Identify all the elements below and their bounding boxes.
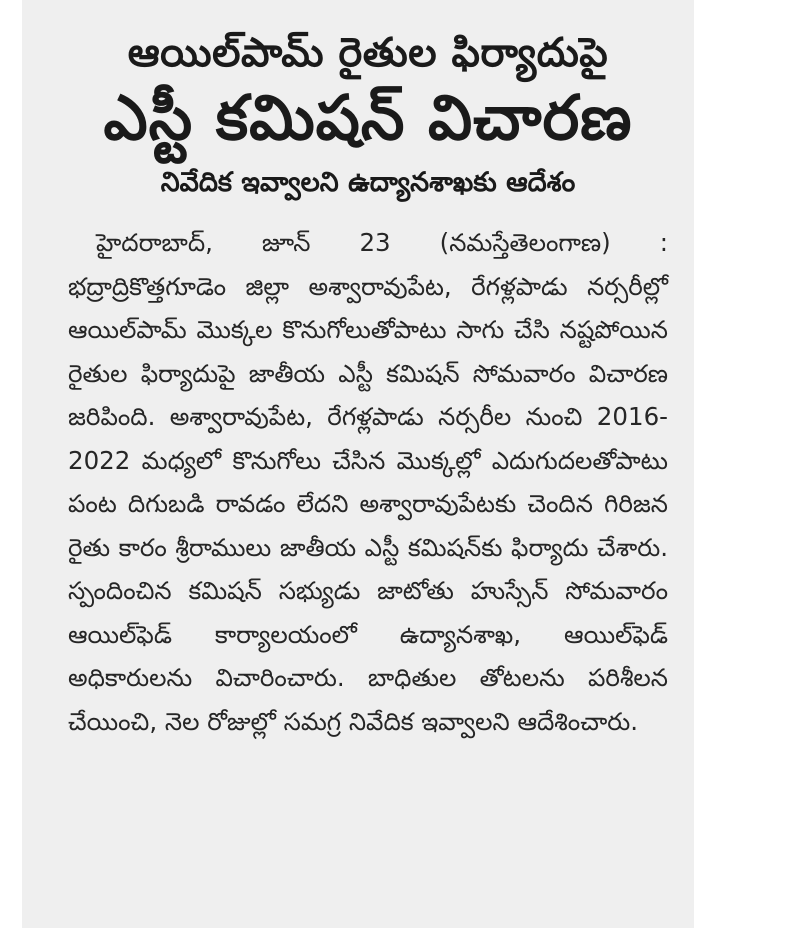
headline-line-1: ఆయిల్‌పామ్‌ రైతుల ఫిర్యాదుపై [127,30,609,76]
headline-line-2: ఎస్టీ కమిషన్‌ విచారణ [103,81,633,154]
article-body: హైదరాబాద్‌, జూన్‌ 23 (నమస్తేతెలంగాణ) : భద్రాద్రికొత్తగూడెం జిల్లా అశ్వారావుపేట, రేగళ్లపాడు నర్సరీల్లో ఆయిల్‌పామ్‌ మొక్కల కొనుగోలుతోపాటు సాగు చేసి నష్టపోయిన రైతుల ఫిర్యాదుపై జాతీయ ఎస్టీ కమిషన్‌ సోమవారం విచారణ జరిపింది. అశ్వారావుపేట, రేగళ్లపాడు నర్సరీల నుంచి 2016-2022 మధ్యలో కొనుగోలు చేసిన మొక్కల్లో ఎదుగుదలతోపాటు పంట దిగుబడి రావడం లేదని అశ్వారావుపేటకు చెందిన గిరిజన రైతు కారం శ్రీరాములు జాతీయ ఎస్టీ కమిషన్‌కు ఫిర్యాదు చేశారు. స్పందించిన కమిషన్‌ సభ్యుడు జాటోతు హుస్సేన్‌ సోమవారం ఆయిల్‌ఫెడ్‌ కార్యాలయంలో ఉద్యానశాఖ, ఆయిల్‌ఫెడ్‌ అధికారులను విచారించారు. బాధితుల తోటలను పరిశీలన చేయించి, నెల రోజుల్లో సమగ్ర నివేదిక ఇవ్వాలని ఆదేశించారు. [68,228,668,736]
subheadline: నివేదిక ఇవ్వాలని ఉద్యానశాఖకు ఆదేశం [160,167,576,199]
newspaper-clipping [22,0,694,928]
